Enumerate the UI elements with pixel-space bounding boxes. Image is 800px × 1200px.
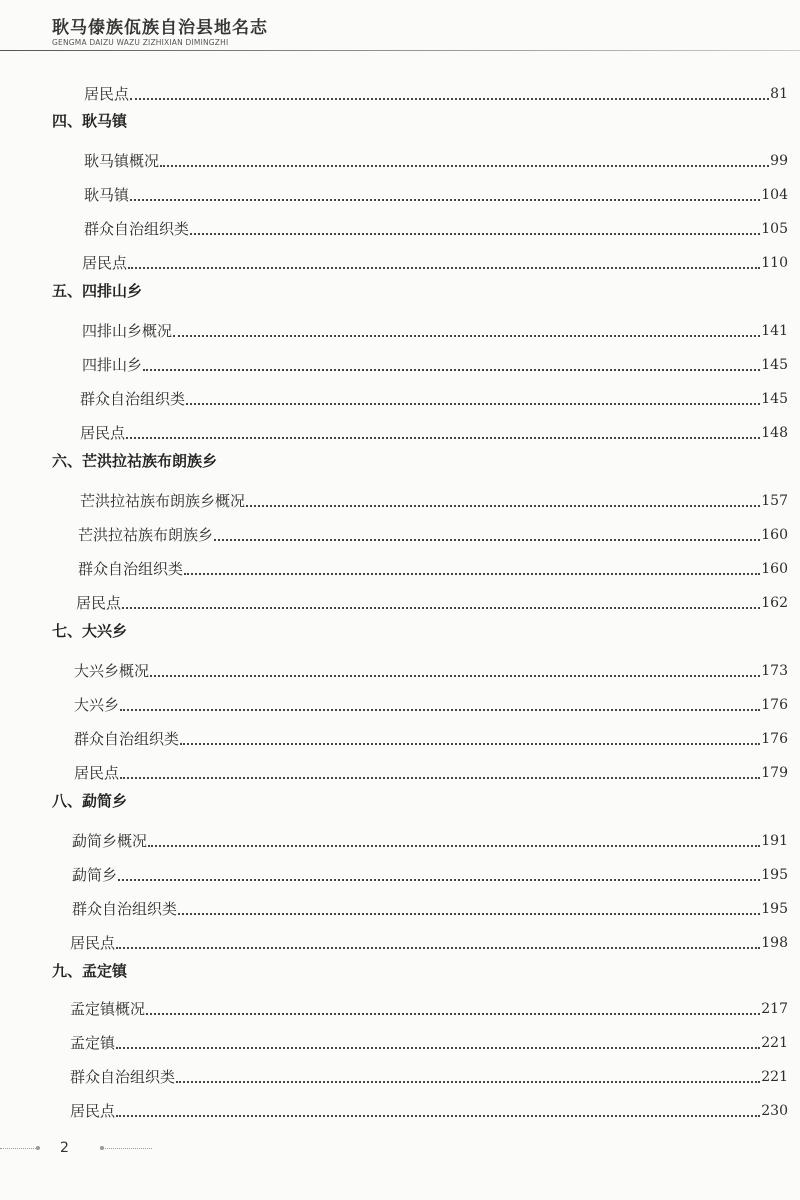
toc-entry[interactable] — [84, 186, 788, 204]
toc-entry-page: 221 — [761, 1069, 788, 1085]
toc-entry-label: 耿马镇概况 — [84, 152, 160, 170]
toc-entry-label: 大兴乡概况 — [74, 662, 150, 680]
toc-entry-page: 104 — [761, 187, 788, 203]
toc-entry-label: 居民点 — [82, 254, 128, 272]
toc-leader-dots — [150, 675, 760, 677]
toc-entry-page: 99 — [770, 153, 788, 169]
toc-leader-dots — [184, 573, 760, 575]
toc-entry-label: 大兴乡 — [74, 696, 120, 714]
toc-entry-page: 176 — [761, 697, 788, 713]
toc-leader-dots — [176, 1081, 760, 1083]
toc-section-title: 六、芒洪拉祜族布朗族乡 — [52, 452, 218, 470]
toc-section-title: 九、孟定镇 — [52, 962, 128, 980]
toc-entry-label: 勐简乡概况 — [72, 832, 148, 850]
toc-entry[interactable] — [72, 832, 788, 850]
toc-entry[interactable] — [72, 866, 788, 884]
running-header — [52, 18, 268, 48]
toc-entry-page: 198 — [761, 935, 788, 951]
toc-entry[interactable] — [84, 85, 788, 103]
toc-entry-label: 耿马镇 — [84, 186, 130, 204]
toc-entry-page: 176 — [761, 731, 788, 747]
toc-leader-dots — [116, 947, 760, 949]
toc-entry-page: 217 — [761, 1001, 788, 1017]
toc-entry[interactable] — [80, 390, 788, 408]
toc-leader-dots — [122, 607, 760, 609]
toc-entry-page: 179 — [761, 765, 788, 781]
toc-entry-page: 141 — [761, 323, 788, 339]
toc-entry-label: 四排山乡 — [82, 356, 143, 374]
toc-leader-dots — [178, 913, 760, 915]
toc-entry-label: 芒洪拉祜族布朗族乡 — [78, 526, 214, 544]
toc-entry[interactable] — [74, 662, 788, 680]
toc-entry-page: 160 — [761, 527, 788, 543]
toc-entry[interactable] — [76, 594, 788, 612]
toc-entry[interactable] — [70, 1068, 788, 1086]
toc-leader-dots — [143, 369, 760, 371]
footer-dot-left — [36, 1146, 40, 1150]
toc-leader-dots — [214, 539, 760, 541]
toc-entry-page: 160 — [761, 561, 788, 577]
book-title-romanized: GENGMA DAIZU WAZU ZIZHIXIAN DIMINGZHI — [52, 38, 229, 47]
toc-entry-label: 群众自治组织类 — [78, 560, 184, 578]
toc-entry-label: 居民点 — [76, 594, 122, 612]
toc-leader-dots — [246, 505, 760, 507]
toc-entry-page: 221 — [761, 1035, 788, 1051]
toc-entry-page: 162 — [761, 595, 788, 611]
toc-entry-page: 173 — [761, 663, 788, 679]
toc-entry-page: 195 — [761, 901, 788, 917]
toc-entry[interactable] — [80, 492, 788, 510]
toc-leader-dots — [116, 1047, 760, 1049]
toc-entry-label: 居民点 — [84, 85, 130, 103]
toc-leader-dots — [120, 777, 760, 779]
toc-entry-label: 群众自治组织类 — [84, 220, 190, 238]
toc-entry-label: 居民点 — [70, 1102, 116, 1120]
toc-entry-label: 勐简乡 — [72, 866, 118, 884]
toc-entry-page: 105 — [761, 221, 788, 237]
toc-leader-dots — [130, 199, 760, 201]
toc-leader-dots — [186, 403, 760, 405]
toc-entry[interactable] — [82, 356, 788, 374]
page-number: 2 — [60, 1140, 69, 1156]
header-rule — [0, 50, 800, 51]
toc-entry-label: 群众自治组织类 — [70, 1068, 176, 1086]
toc-entry[interactable] — [74, 730, 788, 748]
toc-section-title: 七、大兴乡 — [52, 622, 128, 640]
toc-entry[interactable] — [70, 934, 788, 952]
toc-leader-dots — [180, 743, 760, 745]
toc-entry-label: 孟定镇概况 — [70, 1000, 146, 1018]
toc-entry-label: 居民点 — [70, 934, 116, 952]
toc-entry-page: 145 — [761, 391, 788, 407]
toc-entry[interactable] — [70, 1034, 788, 1052]
toc-entry-page: 148 — [761, 425, 788, 441]
toc-entry-page: 157 — [761, 493, 788, 509]
toc-entry-label: 群众自治组织类 — [80, 390, 186, 408]
toc-leader-dots — [118, 879, 760, 881]
toc-entry[interactable] — [72, 900, 788, 918]
toc-entry-page: 191 — [761, 833, 788, 849]
toc-entry[interactable] — [80, 424, 788, 442]
toc-entry-page: 110 — [761, 255, 788, 271]
toc-entry[interactable] — [84, 152, 788, 170]
footer-rule-right — [102, 1148, 152, 1150]
toc-entry-label: 四排山乡概况 — [82, 322, 173, 340]
toc-entry[interactable] — [82, 322, 788, 340]
toc-leader-dots — [173, 335, 760, 337]
toc-section-title: 八、勐简乡 — [52, 792, 128, 810]
toc-entry[interactable] — [74, 696, 788, 714]
toc-entry-page: 145 — [761, 357, 788, 373]
toc-entry-label: 孟定镇 — [70, 1034, 116, 1052]
toc-entry-page: 81 — [770, 86, 788, 102]
toc-entry[interactable] — [78, 526, 788, 544]
toc-entry-label: 居民点 — [80, 424, 126, 442]
toc-leader-dots — [148, 845, 760, 847]
book-title: 耿马傣族佤族自治县地名志 — [52, 18, 268, 38]
toc-leader-dots — [130, 98, 769, 100]
toc-entry-page: 230 — [761, 1103, 788, 1119]
toc-entry-page: 195 — [761, 867, 788, 883]
toc-entry-label: 群众自治组织类 — [74, 730, 180, 748]
toc-leader-dots — [160, 165, 769, 167]
toc-entry-label: 芒洪拉祜族布朗族乡概况 — [80, 492, 246, 510]
toc-section-title: 五、四排山乡 — [52, 282, 143, 300]
footer-rule-left — [0, 1148, 38, 1150]
toc-entry-label: 群众自治组织类 — [72, 900, 178, 918]
toc-leader-dots — [190, 233, 760, 235]
toc-leader-dots — [116, 1115, 760, 1117]
toc-leader-dots — [126, 437, 760, 439]
toc-entry-label: 居民点 — [74, 764, 120, 782]
toc-leader-dots — [146, 1013, 760, 1015]
toc-leader-dots — [120, 709, 760, 711]
toc-entry[interactable] — [82, 254, 788, 272]
toc-entry[interactable] — [70, 1000, 788, 1018]
toc-entry[interactable] — [84, 220, 788, 238]
toc-entry[interactable] — [74, 764, 788, 782]
toc-leader-dots — [128, 267, 760, 269]
toc-entry[interactable] — [78, 560, 788, 578]
toc-entry[interactable] — [70, 1102, 788, 1120]
toc-section-title: 四、耿马镇 — [52, 112, 128, 130]
